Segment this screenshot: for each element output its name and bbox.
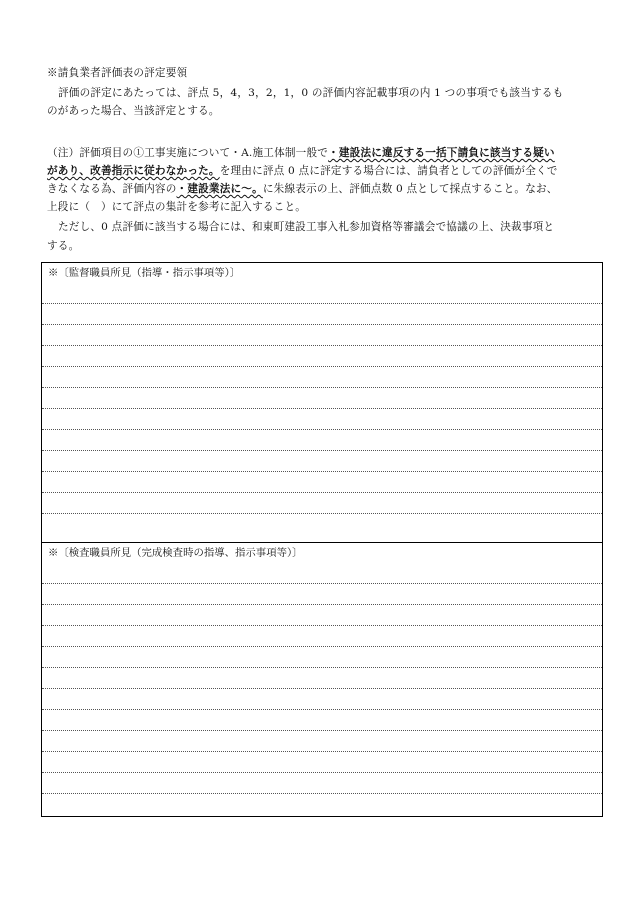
note-line-3-emphasis: ・建設業法に～。 [176,183,263,195]
writing-line [42,387,602,388]
section-heading: ※請負業者評価表の評定要領 [47,67,188,79]
writing-line [42,772,602,773]
writing-line [42,450,602,451]
inspector-findings-box [41,542,603,817]
writing-line [42,345,602,346]
paragraph-1-line-1: 評価の評定にあたっては、評点 5，4，3，2，1，0 の評価内容記載事項の内 1 つの事項でも該当するも [58,87,564,99]
writing-line [42,471,602,472]
supervisor-findings-title: ※〔監督職員所見（指導・指示事項等）〕 [48,267,241,279]
note-line-3 [47,181,558,197]
note-line-2 [47,163,558,179]
writing-line [42,730,602,731]
writing-line [42,583,602,584]
writing-line [42,492,602,493]
note-line-4: 上段に（ ）にて評点の集計を参考に記入すること。 [47,201,307,213]
note-line-2-emphasis: があり、改善指示に従わなかった。 [47,165,220,177]
writing-line [42,408,602,409]
inspector-findings-title: ※〔検査職員所見（完成検査時の指導、指示事項等）〕 [48,547,303,559]
note-line-3-prefix: きなくなる為、評価内容の [47,183,177,195]
writing-line [42,366,602,367]
writing-line [42,303,602,304]
note-line-6: する。 [47,240,80,252]
supervisor-findings-box [41,262,603,543]
writing-line [42,793,602,794]
note-line-1-prefix: （注）評価項目の①工事実施について・A.施工体制一般で [47,147,329,159]
note-line-3-suffix: に朱線表示の上、評価点数 0 点として採点すること。なお、 [262,183,558,195]
writing-line [42,646,602,647]
writing-line [42,625,602,626]
writing-line [42,513,602,514]
writing-line [42,324,602,325]
paragraph-1-line-2: のがあった場合、当該評定とする。 [47,105,220,117]
note-line-2-suffix: を理由に評点 0 点に評定する場合には、請負者としての評価が全くで [219,165,558,177]
writing-line [42,688,602,689]
writing-line [42,751,602,752]
note-line-1-emphasis: ・建設法に違反する一括下請負に該当する疑い [328,147,555,159]
note-line-5: ただし、0 点評価に該当する場合には、和東町建設工事入札参加資格等審議会で協議の上、決裁事項と [58,221,555,233]
writing-line [42,429,602,430]
note-line-1 [47,145,555,161]
writing-line [42,667,602,668]
writing-line [42,709,602,710]
writing-line [42,604,602,605]
